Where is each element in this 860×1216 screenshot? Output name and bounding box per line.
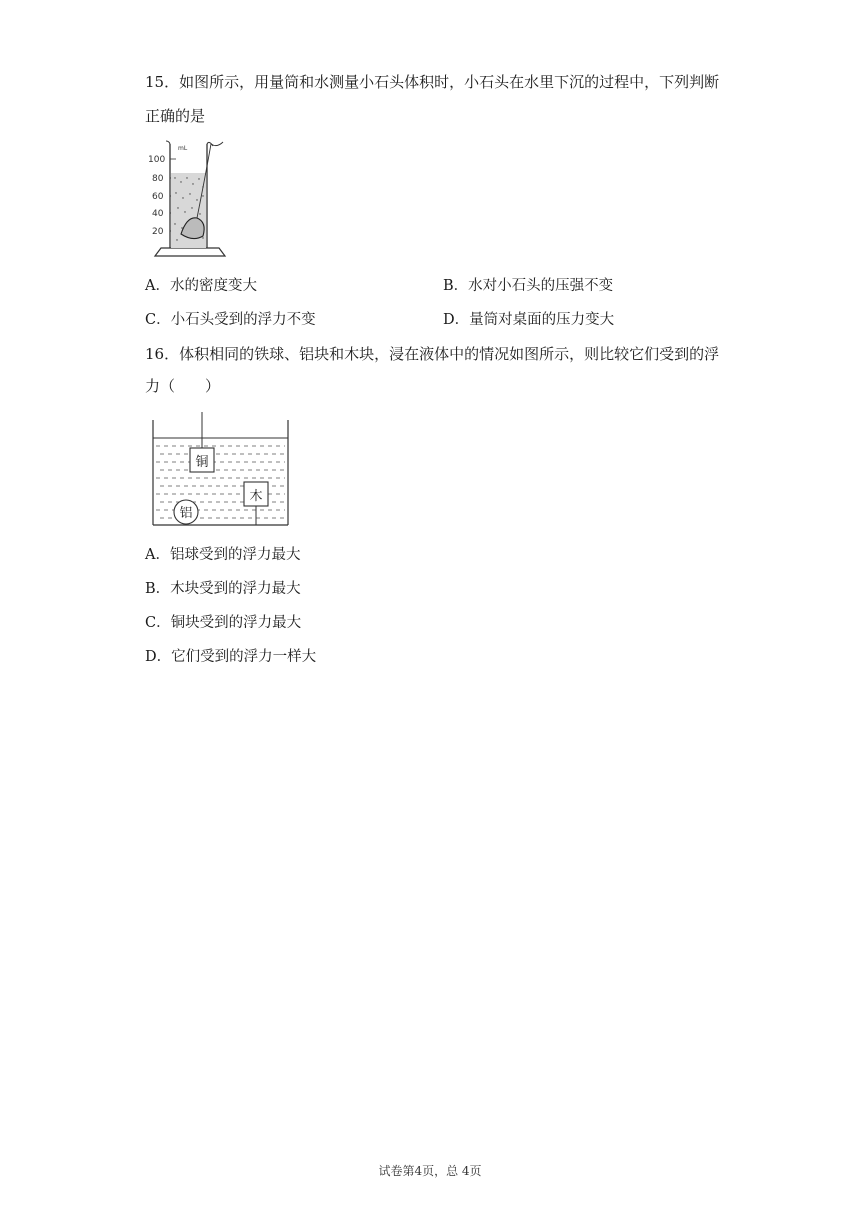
tick-label-40: 40 xyxy=(152,209,164,219)
copper-block-label: 铜 xyxy=(195,455,209,470)
q16-stem-line1: 16．体积相同的铁球、铝块和木块，浸在液体中的情况如图所示，则比较它们受到的浮 xyxy=(145,345,720,363)
q15-option-d: D．量筒对桌面的压力变大 xyxy=(443,312,615,328)
q16-container-figure xyxy=(150,410,290,530)
cylinder-unit-label: mL xyxy=(178,145,188,152)
tick-label-80: 80 xyxy=(152,174,164,184)
q16-option-b: B．木块受到的浮力最大 xyxy=(145,581,301,597)
aluminum-ball-label: 铝 xyxy=(179,506,193,521)
tick-label-20: 20 xyxy=(152,227,164,237)
q15-option-b: B．水对小石头的压强不变 xyxy=(443,278,614,294)
tick-label-60: 60 xyxy=(152,192,164,202)
q16-option-c: C．铜块受到的浮力最大 xyxy=(145,615,302,631)
page-footer: 试卷第4页，总 4页 xyxy=(378,1164,482,1178)
q15-graduated-cylinder-figure xyxy=(145,138,235,264)
q15-option-c: C．小石头受到的浮力不变 xyxy=(145,312,316,328)
q15-stem-line1: 15．如图所示，用量筒和水测量小石头体积时，小石头在水里下沉的过程中，下列判断 xyxy=(145,73,720,91)
q16-stem-line2: 力（ ） xyxy=(145,377,221,395)
wood-block-label: 木 xyxy=(249,489,263,504)
tick-label-100: 100 xyxy=(148,155,166,165)
q16-option-d: D．它们受到的浮力一样大 xyxy=(145,649,317,665)
q16-option-a: A．铝球受到的浮力最大 xyxy=(145,547,301,563)
q15-stem-line2: 正确的是 xyxy=(145,107,206,125)
q15-option-a: A．水的密度变大 xyxy=(145,278,257,294)
